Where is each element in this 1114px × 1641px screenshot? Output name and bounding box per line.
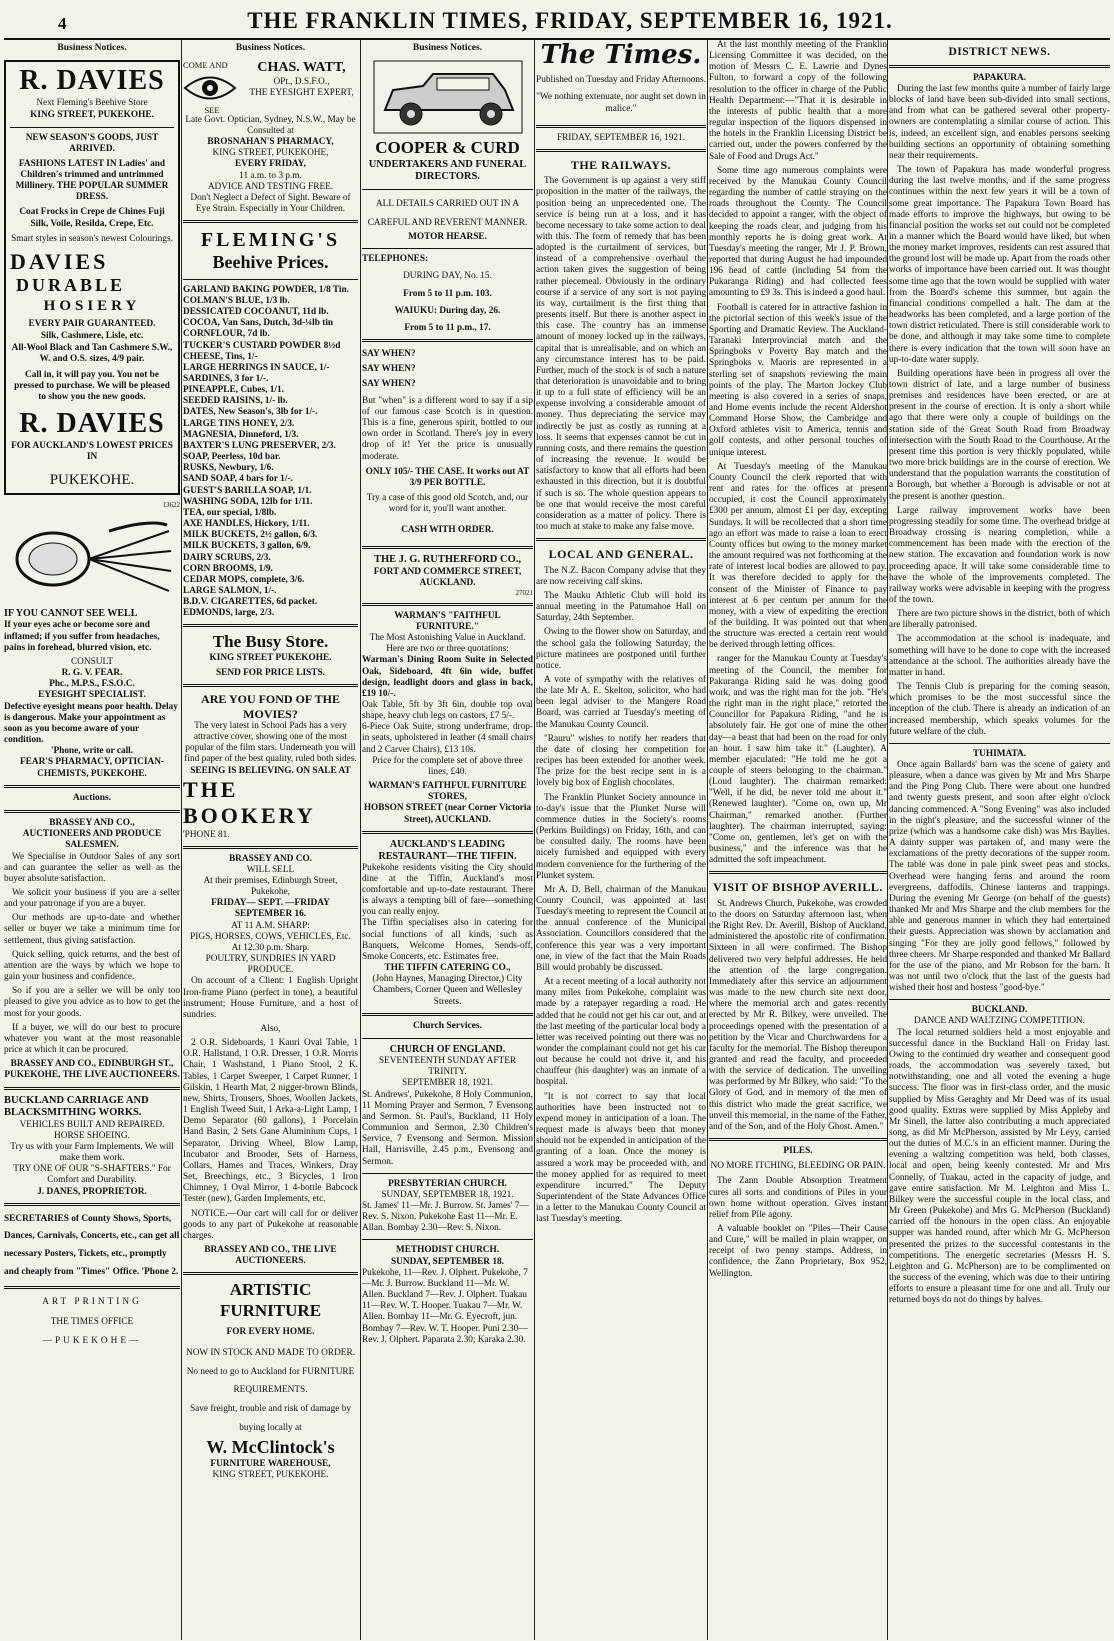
ad-text: FOR AUCKLAND'S LOWEST PRICES IN [11,440,173,462]
ad-text: FEAR'S PHARMACY, OPTICIAN-CHEMISTS, PUKEKOHE. [19,757,165,779]
eye-icon [183,71,237,105]
column-6 [889,40,1110,1640]
price-list-item: MILK BUCKETS, 3 gallon, 6/9. [183,541,311,552]
tuhimata-article [889,760,1110,994]
column-rule [534,40,535,1640]
section-heading: Auctions. [72,792,112,803]
ad-text: FASHIONS LATEST IN Ladies' and Children's trimmed and untrimmed Millinery. THE POPULAR SUMMER DRESS. [15,158,169,203]
column-4 [536,40,706,1640]
article-heading: TUHIMATA. [972,748,1027,759]
divider [362,603,533,606]
paragraph: At Tuesday's meeting of the Manukau County Council the clerk reported that with rent and rates for the offices at present occupied, it cost the Council approximately £300 per annum, almost £1 per day, excepting Sundays. It will be recollected that a short time ago an effort was made to raise a loan to erect County offices but owing to the money market the amount required was not forthcoming at the rate of interest local bodies are allowed to pay. It was therefore decided to apply for the consent of the Minister of Finance to pay interest at 6 per centum per annum for the money, with a view of expediting the erection of the building. It was pointed out that when the structure was erected a certain rent would be derived through letting offices. [709,461,887,651]
paragraph: Some time ago numerous complaints were received by the Manukau County Council regarding the number of cattle straying on the roads throughout the County. The Council decided to appoint a ranger, with the object of keeping the roads clear, and judging from his monthly reports he is doing great work. At Tuesday's meeting the ranger, Mr J. P. Brown, reported that during August he had impounded 196 head of cattle (including 54 from the Pukaranga Riding) and had collected fees amounting to £9 3s. This is indeed a good haul. [709,165,887,299]
advertiser-name: COOPER & CURD [375,138,520,158]
newspaper-title: THE FRANKLIN TIMES, FRIDAY, SEPTEMBER 16, 1921. [247,8,893,33]
paragraph: The town of Papakura has made wonderful progress during the last twelve months, and if the same progress continues within the next few years it will be a town of some great importance. The Papakura Town Board has made efforts to improve the highways, but owing to be financial position the works set out could not be completed in a manner which the Board would have liked, but when the money market improves, residents can rest assured that the ground lost will be made up. Apart from the roads other works of importance have been carried out. It was thought some time ago that the town would be supplied with water from the Board's scheme this summer, but again the financial conditions compelled a halt. The dam at the headworks has been completed, and a large portion of the town district reticulated. There is still considerable work to be done, and although it may take some time to complete there is every indication that the town will soon have an up-to-date water supply. [889,165,1110,365]
ad-text: J. DANES, PROPRIETOR. [37,1186,147,1197]
logo-caption: SEE [204,104,220,115]
article-heading: PAPAKURA. [972,72,1027,83]
ad-text: KING STREET, PUKEKOHE. [30,110,154,121]
ad-text: EVERY PAIR GUARANTEED. [28,318,156,329]
ad-heading: SAY WHEN? [362,378,416,389]
ad-text: Warman's Dining Room Suite in Selected Oak, Sideboard, 4ft 6in wide, buffet design, leadlight doors and glass in back, £19 10/-. [362,655,533,699]
paragraph: At a recent meeting of a local authority not many miles from Pukekohe, complaint was made by a ratepayer regarding a road. He added that he could not get his car out, and at the last meeting of the particular local body a letter was received pointing out there was no wonder the complainant could not get his car out because he could not drive it, and his chauffeur (his daughter) was an inmate of a hospital. [536,977,706,1088]
divider [4,785,180,788]
divider [536,149,706,152]
ad-text: CASH WITH ORDER. [401,525,494,536]
church-text: SUNDAY, SEPTEMBER 18. [391,1256,504,1267]
ad-text: WARMAN'S FAITHFUL FURNITURE STORES, [368,781,527,803]
price-list-item: COLMAN'S BLUE, 1/3 lb. [183,295,290,306]
ad-heading: AUCKLAND'S LEADING RESTAURANT—THE TIFFIN. [378,838,517,862]
church-text: SEPTEMBER 18, 1921. [402,1078,493,1089]
church-text: SEVENTEENTH SUNDAY AFTER TRINITY. [378,1056,517,1078]
ad-text: Oak Table, 5ft by 3ft 6in, double top oval shape, heavy club legs on castors, £7 5/-. [362,699,533,722]
price-list-item: SARDINES, 3 for 1/-. [183,374,269,385]
paragraph: On account of a Client: 1 English Upright Iron-frame Piano (perfect in tone), a beautiful instrument; House Furniture, and a host of sundries. [183,976,358,1020]
ad-text: R. G. V. FEAR. [61,668,123,679]
paragraph: Large railway improvement works have been progressing steadily for some time. The overhead bridge at Broadway crossing is nearing completion, while a commencement has been made with the erection of the new station. The excavation and foundation work is now proceeding apace. It will take some considerable time to have the whole of the improvements completed. The railway works were advisable in keeping with the progress of the town. [889,505,1110,605]
ad-number: 13622 [162,501,180,510]
ad-text: BRASSEY AND CO., THE LIVE AUCTIONEERS. [204,1244,337,1267]
divider [362,1173,533,1174]
divider [889,999,1110,1000]
price-list-item: LARGE SALMON, 1/-. [183,585,277,596]
price-list-item: DESSICATED COCOANUT, 11d lb. [183,307,329,318]
papakura-article [889,84,1110,738]
ad-text: KING STREET, PUKEKOHE, [212,148,329,159]
column-rule [360,40,361,1640]
price-list-item: WASHING SODA, 12lb for 1/11. [183,496,313,507]
local-general-article [536,566,706,1226]
paragraph: Our methods are up-to-date and whether seller or buyer we take a minimum time for settlement, thus giving satisfaction. [4,913,180,946]
ad-text: 'PHONE 81. [183,829,230,840]
church-heading: METHODIST CHURCH. [395,1245,500,1256]
price-list-item: TEA, our special, 1/8lb. [183,507,277,518]
divider [183,624,358,627]
ad-text: WILL SELL [246,864,295,875]
ad-text: 11 a.m. to 3 p.m. [239,170,302,181]
article-heading: BUCKLAND. [971,1005,1028,1016]
divider [709,871,887,874]
ad-heading: ARTISTIC FURNITURE [219,1280,322,1320]
article-heading: THE RAILWAYS. [570,157,672,172]
ad-text: BRASSEY AND CO. [228,853,313,864]
ad-text: ADVICE AND TESTING FREE. [207,181,334,192]
divider [183,684,358,687]
ad-text: TRY ONE OF OUR "S-SHAFTERS." For Comfort and Durability. [13,1164,171,1186]
ad-text: AUCTIONEERS AND PRODUCE SALESMEN. [22,829,162,851]
ad-text: Next Fleming's Beehive Store [36,98,148,109]
church-text: Pukekohe, 11—Rev. J. Olphert. Pukekohe, 7—Mr. J. Burrow. Buckland 11—Mr. W. Allen. Buckland 7—Rev. J. Olphert. Tuakau 11—Rev. W. T. Hooper. Tuakau 7—Mr. W. Allen. Bombay 11—Mr. G. Eyecroft, jun. Bombay 7—Rev. W. T. Hooper. Puni 2.30—Rev. J. Olphert. Paparata 2.30; Karaka 2.30. [362,1267,528,1345]
ad-text: No need to go to Auckland for FURNITURE REQUIREMENTS. [186,1366,355,1396]
ad-text: (John Haynes, Managing Director,) City Chambers, Corner Queen and Wellesley Streets. [372,974,523,1007]
ad-heading: Beehive Prices. [212,252,329,273]
ad-text: PUKEKOHE. [49,472,135,489]
motor-hearse-illustration [373,60,523,134]
price-list-item: CHEESE, Tins, 1/- [183,351,258,362]
ad-text: Save freight, trouble and risk of damage by buying locally at [189,1404,352,1433]
paragraph: The Tennis Club is preparing for the coming season, which promises to be the most successful since the inception of the club. There is already an indication of an increased membership, which speaks volumes for the future welfare of the club. [889,682,1110,737]
paragraph: The Franklin Plunket Society announce in to-day's issue that the Plunket Nurse will commence duties in the Society's rooms (Perkins Buildings) on Friday, 16th, and can be consulted daily. The rooms have been nicely furnished and equipped with every modern convenience for the furthering of the Plunket system. [536,792,706,881]
ad-text: BROSNAHAN'S PHARMACY, [207,137,334,148]
paragraph: Once again Ballards' barn was the scene of gaiety and pleasure, when a dance was given by Mr and Mrs Sharpe and the Ping Pong Club. There were about one hundred and twenty guests present, and soon after eight o'clock dancing commenced. A "Song Evening" was also included in the night's pleasure, and the successful winner of the prize (which was a handsome cake dish) was Mrs Baylies. A dainty supper was partaken of, and many were the exclamations of the pretty decorations of the supper room. The table was done in pale pink sweet peas and stocks. Overhead were hanging ferns and around the room evergreens, daffodils, Chinese lanterns and trappings. During the evening Mr George (on behalf of the guests) thanked Mr and Mrs Sharpe and the club members for the able and generous manner in which they had entertained their guests. Appreciation was shown by acclamation and singing "For they are jolly good fellows," followed by three cheers. Mr Sharpe responded and thanked Mr Ballard for the use of the piano, and Mr Robson for the barn. It was not until two o'clock that the last of the guests had wished their host and hostess "good-bye." [889,760,1110,994]
ad-heading: SAY WHEN? [362,349,416,360]
buckland-article [889,1028,1110,1307]
church-text: St. Andrews', Pukekohe, 8 Holy Communion, 11 Morning Prayer and Sermon, 7 Evensong and Sermon. St. Paul's, Buckland, 11 Holy Communion and Sermon, 2.30 Children's Service, 7 Evensong and Sermon. Mission Hall, Harrisville, 2.45 p.m., Evensong and Sermon. [362,1089,533,1167]
ad-text: Try us with your Farm Implements. We will make them work. [10,1142,174,1164]
ad-text: At 12.30 p.m. Sharp. [231,942,310,953]
divider [362,1038,533,1039]
price-list-item: SAND SOAP, 4 bars for 1/-. [183,474,293,485]
ad-text: BRASSEY AND CO., EDINBURGH ST., PUKEKOHE, THE LIVE AUCTIONEERS. [4,1059,180,1081]
ad-text: DURING DAY, No. 15. [403,271,492,282]
masthead [0,6,1114,38]
divider [183,1272,358,1275]
ad-heading: IF YOU CANNOT SEE WELL [4,608,138,620]
ad-text: The very latest in School Pads has a very attractive cover, showing one of the most popular of the film stars. Underneath you will find paper of the best quality, ruled both sides. [184,720,357,765]
article-subheading: DANCE AND WALTZING COMPETITION. [914,1016,1085,1027]
motto: "We nothing extenuate, nor aught set down in malice." [536,92,706,114]
column-5 [709,40,887,1640]
price-list-item: GUEST'S BARILLA SOAP, 1/1. [183,485,312,496]
advertiser-name: R. DAVIES [19,65,165,97]
paragraph: "Rauru" wishes to notify her readers that the date of closing her competition for recipes has been extended for another week. The prize for the best recipe sent in is a lovely big box of English chocolates. [536,733,706,789]
paragraph: St. Andrews Church, Pukekohe, was crowded to the doors on Saturday afternoon last, when the Right Rev. Dr. Averill, Bishop of Auckland, administered the apostolic rite of confirmation. Sixteen in all were confirmed. The Bishop delivered two very helpful addresses. He held the attention of the large congregation. Immediately after this service an adjournment was made to the new church site next door, where the memorial arch and gates recently erected by Mr R. Bilkey, were unveiled. The proceedings opened with the presentation of a petition by the Vicar and Churchwardens for a faculty for the memorial. The Bishop thereupon granted and read the faculty, and proceeded with the service of dedication. The unveiling was performed by Mr Bilkey, who said: "To the Glory of God, and in memory of the men of this district who made the great sacrifice, we unveil this memorial, in the name of the Father, and of the Son, and of the Holy Ghost. Amen." [709,898,887,1132]
paragraph: We solicit your business if you are a seller and your patronage if you are a buyer. [4,888,180,910]
ad-text: FURNITURE WAREHOUSE, [210,1458,331,1469]
paragraph: A valuable booklet on "Piles—Their Cause and Cure," will be mailed in plain wrapper, on receipt of two penny stamps. Address, in confidence, the Zann Proprietary, Box 952, Wellington. [709,1224,887,1279]
advertiser-name: THE BOOKERY [183,776,316,829]
paragraph: During the last few months quite a number of fairly large blocks of land have been sub-divided into small sections, and from what can be gathered several other property-owners are contemplating a similar course of action. This is, indeed, an excellent sign, and enables persons seeking building sections an opportunity of obtaining something near their requirements. [889,83,1110,161]
ad-text: VEHICLES BUILT AND REPAIRED. HORSE SHOEING. [19,1119,165,1141]
price-list-item: BAXTER'S LUNG PRESERVER, 2/3. [183,440,336,451]
section-heading: Business Notices. [57,43,127,53]
logo-line: DAVIES [10,248,109,274]
advertiser-name: W. McClintock's [206,1437,335,1458]
ad-text: Phc., M.P.S., F.S.O.C. [49,679,135,690]
ad-text: THE TIFFIN CATERING CO., [384,963,511,974]
logo-line: DURABLE [16,275,126,296]
section-heading: Business Notices. [235,43,306,53]
paragraph: The N.Z. Bacon Company advise that they are now receiving calf skins. [536,565,706,587]
divider [536,125,706,128]
ad-text: Call in, it will pay you. You not be pressed to purchase. We will be pleased to show you the new goods. [14,369,170,402]
price-list-item: PINEAPPLE, Cubes, 1/1. [183,385,284,396]
price-list-item: GARLAND BAKING POWDER, 1/8 Tin. [183,284,349,295]
paragraph: If a buyer, we will do our best to procure whatever you want at the most reasonable price at which it can be procured. [4,1022,180,1056]
price-list-item: TUCKER'S CUSTARD POWDER 8½d [183,340,341,351]
bishop-visit-article [709,899,887,1133]
ad-text: Late Govt. Optician, Sydney, N.S.W., May be Consulted at [185,114,356,136]
eye-logo [183,60,241,114]
ad-number: 27021 [515,589,533,598]
ad-text: But "when" is a different word to say if a sip of our famous case Scotch is in question. This is a fine, generous spirit, bottled to our own order in Scotland. There's joy in every drop of it! Yet the price is unusually moderate. [362,395,533,462]
ad-text: HOBSON STREET (near Corner Victoria Street), AUCKLAND. [363,803,532,825]
watt-ad [183,60,358,114]
divider [4,810,180,813]
spectacles-illustration [9,511,175,606]
church-text: SUNDAY, SEPTEMBER 18, 1921. [381,1189,514,1200]
ad-text: Smart styles in season's newest Colourings. [11,233,173,244]
railways-article [536,176,706,533]
price-list-item: EDMONDS, large, 2/3. [183,608,275,619]
price-list [183,285,358,620]
ad-heading: ARE YOU FOND OF THE MOVIES? [201,692,340,721]
article-heading: LOCAL AND GENERAL. [548,547,694,562]
ad-text: SEND FOR PRICE LISTS. [215,668,325,678]
paragraph: The accommodation at the school is inadequate, and something will have to be done to cope with the increased attendance at the school. The authorities already have the matter in hand. [889,634,1110,678]
divider [183,846,358,849]
divider [4,1203,180,1206]
ad-text: From 5 to 11 p.m., 17. [404,322,491,333]
price-list-item: COCOA, Van Sans, Dutch, 3d-¼lb tin [183,318,334,329]
price-list-item: AXE HANDLES, Hickory, 1/11. [183,519,310,530]
divider [362,248,533,249]
ad-text: EVERY FRIDAY, [235,159,306,170]
ad-text: EYESIGHT SPECIALIST. [38,690,146,701]
ad-text: —PUKEKOHE— [42,1335,142,1346]
ad-text: Silk, Cashmere, Lisle, etc. [40,331,144,342]
paragraph: Quick selling, quick returns, and the best of attention are the ways by which we hope to gain your business and confidence. [4,949,180,983]
ad-text: Defective eyesight means poor health. Delay is dangerous. Make your appointment as soon as you become aware of your condition. [4,701,178,746]
ad-text: FOR EVERY HOME. [226,1327,315,1338]
paragraph: "It is not correct to say that local authorities have been instructed not to expend money in anticipation of a loan. The request made is always been that money should not be expended in anticipation of the granting of a loan. Once the money is assured a work may be proceeded with, and the money applied for as required to meet expenditure incurred." The Deputy Superintendent of the State Advances Office in a letter to the Manukau County Council at last Tuesday's meeting. [536,1091,706,1225]
ad-text: POULTRY, SUNDRIES IN YARD PRODUCE. [205,954,336,976]
ad-text: ART PRINTING [42,1297,142,1308]
price-list-item: SEEDED RAISINS, 1/- lb. [183,396,288,407]
ad-text: AT 11 A.M. SHARP: [231,920,310,931]
divider [183,279,358,280]
price-list-item: CEDAR MOPS, complete, 3/6. [183,574,305,585]
davies-durable-hosiery-logo [10,249,174,315]
ad-heading: BUCKLAND CARRIAGE AND BLACKSMITHING WORKS. [4,1094,149,1119]
ad-text: PIGS, HORSES, COWS, VEHICLES, Etc. [190,931,351,942]
paragraph: NOTICE.—Our cart will call for or deliver goods to any part of Pukekohe at reasonable charges. [183,1208,358,1241]
ad-text: ONLY 105/- THE CASE. It works out AT 3/9 PER BOTTLE. [365,466,530,488]
editorial-date: FRIDAY, SEPTEMBER 16, 1921. [556,132,686,143]
ad-text: If your eyes ache or become sore and inflamed; if you suffer from headaches, pains in forehead, blurred vision, etc. [4,620,160,653]
ad-text: THE EYESIGHT EXPERT, [249,88,354,99]
ad-text: KING STREET PUKEKOHE. [209,652,332,663]
piles-ad [709,1176,887,1279]
divider [889,743,1110,744]
ad-text: NO MORE ITCHING, BLEEDING OR PAIN. [710,1161,886,1172]
price-list-item: RUSKS, Newbury, 1/6. [183,463,274,474]
divider [362,339,533,342]
paragraph: 2 O.R. Sideboards, 1 Kauri Oval Table, 1 O.R. Hallstand, 1 O.R. Dresser, 1 O.R. Morris Chair, 1 Washstand, 1 Piano Stool, 2 K. Tables, 1 Carpet Sweeper, 1 Carpet Runner, 1 Gilskin, 1 Hearth Mat, 2 nigger-brown Blinds, new, Shirts, Trousers, Shoes, Woollen Jackets, 1 English Tweed Suit, 1 Arka-a-Light Lamp, 1 Demo Separator (60 gallons), 1 Porcelain Hand Basin, 2 Sets Gane Aluminium Cups, 1 Separator, Driving Wheel, Blow Lamp, Incubator and Brooder, Sets of Harness, Collars, Hames and Traces, Winkers, Dray Set, Breechings, etc., 3 Bicycles, 1 Iron Chimney, 1 Oval Mirror, 1 4-bottle Babcock Tester (new), Garden Implements, etc. [183,1038,358,1205]
column-1 [4,40,180,1640]
price-list-item: CORN BROOMS, 1/9. [183,563,273,574]
ad-text: At their premises, Edinburgh Street, Pukekohe, [203,875,338,898]
ad-text: The Tiffin specialises also in catering for social functions of all kinds, such as Banquets, Welcome Homes, Sends-off, Smoke Concerts, etc. Estimates free. [362,918,533,962]
publication-note: Published on Tuesday and Friday Afternoons. [536,75,706,86]
price-list-item: CORNFLOUR, 7d lb. [183,329,270,340]
section-heading: DISTRICT NEWS. [948,46,1051,58]
paragraph: The Mauku Athletic Club will hold its annual meeting in the Patumahoe Hall on Saturday, 24th September. [536,590,706,624]
divider [10,127,174,128]
ad-text: SEEING IS BELIEVING. ON SALE AT [190,765,351,776]
advertiser-name: The Busy Store. [212,632,329,652]
ad-text: THE TIMES OFFICE [50,1316,134,1327]
paragraph: Owing to the flower show on Saturday, and the school gala the following Saturday, the picture matinees are postponed until further notice. [536,627,706,671]
column-rule [707,40,708,1640]
paragraph: The local returned soldiers held a most enjoyable and successful dance in the Buckland Hall on Friday last. Owing to the continued dry weather and consequent good roads, the accommodation was severely taxed, but notwithstanding, one and all voted the evening a huge success. The floor was in first-class order, and the music supplied by Miss Geraghty and Mr Deed was of its usual good quality. Extras were supplied by Miss Appleby and Mr Sinell, the latter also contributing a much appreciated song, as did Mr McPherson, assisted by Mr Leyy, carried out the duties of M.C.'s in an efficient manner. During the evening a waltzing competition was held, both classes, local and open, being keenly contested. Mr and Mrs Connelly, of Tuakau, acted in the capacity of judge, and gave entire satisfaction. Mr M. Leighton and Miss L. Bilkey were the successful couple in the local class, and Mr Green (Pukekohe) and Mrs G. McPherson (Buckland) carried off the honours in the open class. An enjoyable supper was handed round, after which Mr G. McPherson presented the prizes to the successful contestants in the competitions. The energetic secretaries (Messrs H. S. Leighton and G. McPherson) are to be complimented on the success of the evening, which was due to their untiring efforts to ensure a pleasant time for one and all. Truly our returned boys do not do things by halves. [889,1027,1110,1306]
ad-heading: PILES. [783,1146,813,1157]
logo-caption: COME AND [183,60,228,71]
price-list-item: SOAP, Peerless, 10d bar. [183,452,281,463]
paragraph: We Specialise in Outdoor Sales of any sort and can guarantee the seller as well as the buyer absolute satisfaction. [4,851,180,884]
column-rule [181,40,182,1640]
section-heading: Business Notices. [412,43,483,53]
davies-ad [4,60,180,495]
paragraph: A vote of sympathy with the relatives of the late Mr A. E. Skelton, solicitor, who had been legal adviser to the Mangere Road Board, was carried at Tuesday's meeting of the Manukau County Council. [536,675,706,730]
divider [4,1286,180,1289]
paragraph: Football is catered for in attractive fashion in the pictorial section of this week's issue of the Sporting and Dramatic Review. The Auckland-Taranaki Interprovincial match and the Springboks v Poverty Bay match and the Springboks v. Maoris are represented in a sterling set of snapshots reviewing the main points of the play. The Marton Jockey Club meeting is also covered in a series of snaps, and Home events include the recent Aldershot Command Horse Show, the Cambridge and Oxford athletes visit to America, tennis and golf contests, and other personal touches of unique interest. [709,302,887,458]
advertiser-name: FLEMING'S [200,229,341,252]
ad-text: FRIDAY— SEPT. —FRIDAY SEPTEMBER 16. [211,898,330,920]
paragraph: Building operations have been in progress all over the town district of late, and a large number of business premises and residences have been erected, or are at present in the course of erection. It is only a short while ago that there were only a couple of buildings on the station side of the Great South Road from Broadway intersection with the South Road to the Courthouse. At the present time this portion is very thickly populated, while two more brick buildings are in the course of erection. We understand that the population warrants the constitution of a Borough, but whether a Borough is advisable or not at the present is another question. [889,368,1110,502]
logo-line: HOSIERY [43,297,141,314]
price-list-item: LARGE HERRINGS IN SAUCE, 1/- [183,362,330,373]
paragraph: So if you are a seller we will be only too pleased to give you advice as to how to get the most for your goods. [4,986,180,1019]
ad-text: SECRETARIES of County Shows, Sports, Dances, Carnivals, Concerts, etc., can get all necessary Posters, Tickets, etc., promptly and cheaply from "Times" Office. 'Phone 2. [4,1213,180,1277]
ad-text: WAIUKU: During day, 26. [394,305,501,316]
page-number: 4 [58,14,67,33]
church-heading: CHURCH OF ENGLAND. [389,1044,506,1056]
paragraph: The Zann Double Absorption Treatment cures all sorts and conditions of Piles in your own home without operation. Gives instant relief from Pile agony. [709,1176,887,1220]
church-heading: PRESBYTERIAN CHURCH. [388,1178,507,1189]
ad-text: TELEPHONES: [362,254,429,265]
divider [183,220,358,223]
ad-text: Don't Neglect a Defect of Sight. Beware of Eye Strain. Especially in Your Children. [190,192,351,215]
editorial-title: The Times. [540,40,702,70]
price-list-item: MILK BUCKETS, 2½ gallon, 6/3. [183,530,318,541]
ad-heading: SAY WHEN? [362,363,416,374]
church-text: St. James' 11—Mr. J. Burrow. St. James' 7—Rev. S. Nixon. Pukekohe East 11—Mr. E. Allan. Bombay 2.30—Rev. S. Nixon. [362,1201,529,1234]
divider [362,189,533,190]
paragraph: Also, [260,1024,281,1034]
auction-list [183,976,358,1242]
article-heading: VISIT OF BISHOP AVERILL. [713,880,883,895]
ad-text: NOW IN STOCK AND MADE TO ORDER. [186,1348,355,1359]
column-rule [887,40,888,1640]
ad-text: FORT AND COMMERCE STREET, AUCKLAND. [373,567,522,589]
column-2 [183,40,358,1640]
ad-text: MOTOR HEARSE. [408,232,487,243]
ad-text: Try a case of this good old Scotch, and, our word for it, you'll want another. [366,492,529,515]
ad-text: All-Wool Black and Tan Cashmere S.W., W. and O.S. sizes, 4/9 pair. [11,343,173,365]
divider [709,1138,887,1141]
divider [536,538,706,541]
divider [362,1239,533,1240]
advertiser-name: CHAS. WATT, [257,60,346,76]
ad-text: 6-Piece Oak Suite, strong underframe, drop-in seats, upholstered in leather (4 small chairs and 2 Carver Chairs), £13 10s. [362,722,533,755]
ad-text: OPt., D.S.F.O., [273,77,330,88]
ad-text: From 5 to 11 p.m. 103. [403,288,492,299]
ad-text: 'Phone, write or call. [50,746,134,757]
divider [362,831,533,834]
price-list-item: LARGE TINS HONEY, 2/3. [183,418,295,429]
paragraph: ranger for the Manukau County at Tuesday's meeting of the Council, the member for Pakuranga Riding said he was doing good work, and was the right man for the job. "He's the right man in the right place," retorted the Councillor for Papakura Riding, "and he is absolutely fair. He got one of mine the other day—a beast that had been on the road for only an hour. I saw him take it." (Laughter). A member ejaculated: "He told me he got a couple of steers belonging to the chairman." (Loud laughter). The chairman remarked: "Well, if he did, he never told me about it." (Renewed laughter). "Come on, own up, Mr Chairman," remarked another. (Further laughter). The chairman interrupted, saying: "Come on, gentlemen, let's get on with the business," and the inference was that he admitted the soft impeachment. [709,654,887,866]
divider [362,1013,533,1016]
ad-heading: WARMAN'S "FAITHFUL FURNITURE." [394,610,501,632]
section-heading: Church Services. [413,1020,482,1031]
paragraph: At the last monthly meeting of the Franklin Licensing Committee it was decided, on the motion of Messrs C. E. Lawrie and Dynes Fulton, to forward a copy of the following resolution to the officer in charge of the Public Health Department:—"That it is desirable in the interests of public health that a more regular inspection of the liquors dispensed in the hotels in the Franklin Licensing District be carried out, under the powers conferred by the Sale of Food and Drugs Act." [709,40,887,162]
local-general-continued [709,40,887,866]
price-list-item: MAGNESIA, Dinneford, 1/3. [183,429,299,440]
auction-ad-body [4,852,180,1057]
paragraph: There are two picture shows in the district, both of which are liberally patronised. [889,609,1110,631]
ad-heading: UNDERTAKERS AND FUNERAL DIRECTORS. [368,158,527,183]
ad-text: NEW SEASON'S GOODS, JUST ARRIVED. [25,132,159,154]
price-list-item: DAIRY SCRUBS, 2/3. [183,552,271,563]
ad-text: The Most Astonishing Value in Auckland. Here are two or three quotations: [369,633,526,655]
paragraph: The Government is up against a very stiff proposition in the matter of the railways, the position being an unprecedented one. The service is being run at a loss, and it has become necessary to take some action to deal with this. The form of remedy that has been adopted is the curtailment of services, but instead of a comprehensive overhaul the action taken gives the suggestion of being rather piecemeal. Obviously in the ordinary course if a service of any sort is not paying its way, curtailment is the first thing that presents itself. But there is another aspect in this case. The country has an immense amount of money locked up in the railways, capital that is unrealisable, and on which an any circumstance interest has to be paid. Further, much of the stock is of such a nature that deterioration is unavoidable and to bring it up to a full state of efficiency will be an expense involving a considerable amount of money. Thus depreciating the service may indirectly be just as costly as running at a loss. It seems that expenses cannot be cut in running costs, and there remains the question of increasing the revenue. It would be satisfactory to know that all efforts had been exhausted in this direction, but it is doubtful if such is so. The whole question appears to be one that would receive the most careful consideration as a matter of policy. There is too much at stake to make any false move. [536,176,706,533]
ad-text: Coat Frocks in Crepe de Chines Fuji Silk, Voile, Resilda, Crepe, Etc. [19,207,165,229]
ad-text: Price for the complete set of above three lines, £40. [372,755,523,777]
column-3 [362,40,533,1640]
price-list-item: DATES, New Season's, 3lb for 1/-. [183,407,318,418]
ad-text: KING STREET, PUKEKOHE. [212,1469,329,1480]
advertiser-name: THE J. G. RUTHERFORD CO., [373,554,521,566]
divider [4,1087,180,1090]
price-list-item: B.D.V. CIGARETTES, 6d packet. [183,597,318,608]
ad-text: Pukekohe residents visiting the City should dine at the Tiffin, Auckland's most comfortable and up-to-date restaurant. There is always a tempting bill of fare—something you can really enjoy. [362,862,533,918]
ad-text: ALL DETAILS CARRIED OUT IN A CAREFUL AND REVERENT MANNER. [367,198,528,228]
paragraph: Mr A. D. Bell, chairman of the Manukau County Council, was appointed at last Tuesday's meeting to represent the Council at the annual conference of the Municipal Association. Councillors considered that the conference this year was a very important one, in view of the fact that the Main Roads Bill would probably be discussed. [536,884,706,973]
advertiser-name: R. DAVIES [19,407,165,439]
divider [362,546,533,549]
ad-text: BRASSEY AND CO., [49,818,135,829]
ad-text: CONSULT [70,656,114,667]
divider [889,65,1110,68]
